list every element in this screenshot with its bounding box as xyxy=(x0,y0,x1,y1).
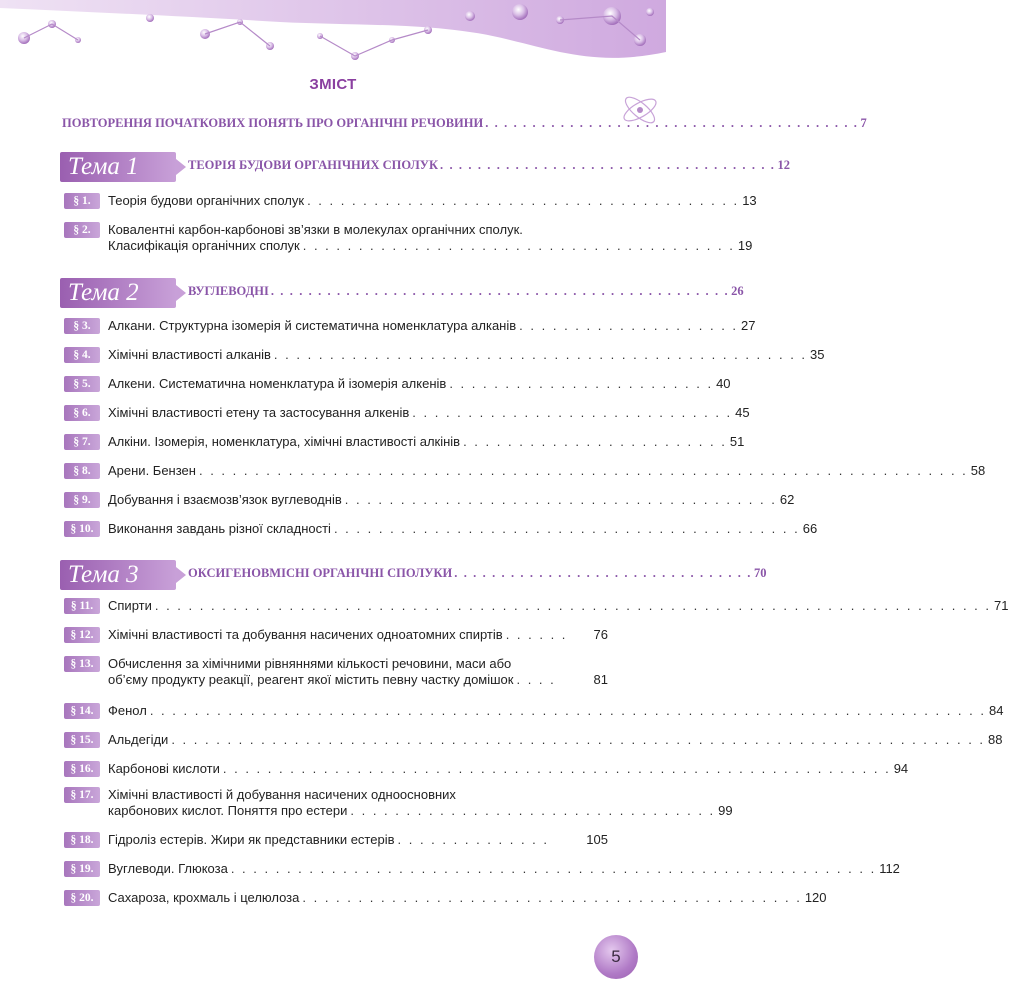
tema-arrow xyxy=(176,159,186,175)
toc-item-17: § 17. Хімічні властивості й добування насичених одноосновних карбонових кислот. Поняття про естери . . . . . . . . . . . . . . . . . . . . . . . . . . . . . . . . . 99 xyxy=(64,787,608,819)
tema-label: Тема 3 xyxy=(68,561,139,588)
section-badge: § 18. xyxy=(64,832,100,848)
tema-badge xyxy=(60,152,176,182)
toc-item-14: § 14. Фенол . . . . . . . . . . . . . . . . . . . . . . . . . . . . . . . . . . . . . . . . . . . . . . . . . . . . . . . . . . . . . . . . . . . . . . . . . . . 84 xyxy=(64,703,608,719)
toc-item-10: § 10. Виконання завдань різної складності . . . . . . . . . . . . . . . . . . . . . . . . . . . . . . . . . . . . . . . . . . 66 xyxy=(64,521,608,537)
section-badge: § 10. xyxy=(64,521,100,537)
section-badge: § 17. xyxy=(64,787,100,803)
toc-item-1: § 1. Теорія будови органічних сполук . . . . . . . . . . . . . . . . . . . . . . . . . . . . . . . . . . . . . . . 13 xyxy=(64,193,608,209)
toc-item-12: § 12. Хімічні властивості та добування насичених одноатомних спиртів . . . . . . 76 xyxy=(64,627,608,643)
toc-item-7: § 7. Алкіни. Ізомерія, номенклатура, хімічні властивості алкінів . . . . . . . . . . . . . . . . . . . . . . . . 51 xyxy=(64,434,608,450)
toc-item-5: § 5. Алкени. Систематична номенклатура й ізомерія алкенів . . . . . . . . . . . . . . . . . . . . . . . . 40 xyxy=(64,376,608,392)
dot-leader: . . . . . . . . . . . . . . . . . . . . . . . . . . . . . . . . . . . . . . . . xyxy=(485,116,859,130)
toc-item-13: § 13. Обчислення за хімічними рівняннями кількості речовини, маси або об’єму продукту реакції, реагент якої містить певну частку домішок . . . . 81 xyxy=(64,656,608,688)
section-badge: § 16. xyxy=(64,761,100,777)
toc-item-11: § 11. Спирти . . . . . . . . . . . . . . . . . . . . . . . . . . . . . . . . . . . . . . . . . . . . . . . . . . . . . . . . . . . . . . . . . . . . . . . . . . . 71 xyxy=(64,598,608,614)
tema-label: Тема 1 xyxy=(68,153,139,180)
toc-item-2: § 2. Ковалентні карбон-карбонові зв’язки в молекулах органічних сполук. Класифікація органічних сполук . . . . . . . . . . . . . . . . . . . . . . . . . . . . . . . . . . . . . . . 19 xyxy=(64,222,608,254)
intro-page: 7 xyxy=(860,116,867,130)
toc-item-19: § 19. Вуглеводи. Глюкоза . . . . . . . . . . . . . . . . . . . . . . . . . . . . . . . . . . . . . . . . . . . . . . . . . . . . . . . . . . 112 xyxy=(64,861,608,877)
toc-item-6: § 6. Хімічні властивості етену та застосування алкенів . . . . . . . . . . . . . . . . . . . . . . . . . . . . . 45 xyxy=(64,405,608,421)
tema-header-1 xyxy=(60,152,791,182)
page-title: ЗМІСТ xyxy=(309,76,357,93)
section-badge: § 8. xyxy=(64,463,100,479)
tema-label: Тема 2 xyxy=(68,279,139,306)
section-badge: § 13. xyxy=(64,656,100,672)
section-badge: § 9. xyxy=(64,492,100,508)
toc-item-8: § 8. Арени. Бензен . . . . . . . . . . . . . . . . . . . . . . . . . . . . . . . . . . . . . . . . . . . . . . . . . . . . . . . . . . . . . . . . . . . . . 58 xyxy=(64,463,608,479)
section-badge: § 15. xyxy=(64,732,100,748)
toc-item-16: § 16. Карбонові кислоти . . . . . . . . . . . . . . . . . . . . . . . . . . . . . . . . . . . . . . . . . . . . . . . . . . . . . . . . . . . . 94 xyxy=(64,761,608,777)
tema-badge xyxy=(60,560,176,590)
toc-item-20: § 20. Сахароза, крохмаль і целюлоза . . . . . . . . . . . . . . . . . . . . . . . . . . . . . . . . . . . . . . . . . . . . . 120 xyxy=(64,890,608,906)
tema-arrow xyxy=(176,567,186,583)
section-badge: § 7. xyxy=(64,434,100,450)
toc-item-3: § 3. Алкани. Структурна ізомерія й систематична номенклатура алканів . . . . . . . . . . . . . . . . . . . . 27 xyxy=(64,318,608,334)
intro-label: ПОВТОРЕННЯ ПОЧАТКОВИХ ПОНЯТЬ ПРО ОРГАНІЧНІ РЕЧОВИНИ xyxy=(62,116,484,130)
section-badge: § 14. xyxy=(64,703,100,719)
section-badge: § 4. xyxy=(64,347,100,363)
section-badge: § 19. xyxy=(64,861,100,877)
section-badge: § 20. xyxy=(64,890,100,906)
section-badge: § 12. xyxy=(64,627,100,643)
section-badge: § 11. xyxy=(64,598,100,614)
page-number: 5 xyxy=(594,935,638,979)
toc-item-4: § 4. Хімічні властивості алканів . . . . . . . . . . . . . . . . . . . . . . . . . . . . . . . . . . . . . . . . . . . . . . . . 35 xyxy=(64,347,608,363)
tema-header-3 xyxy=(60,560,767,590)
section-badge: § 6. xyxy=(64,405,100,421)
tema-arrow xyxy=(176,285,186,301)
toc-item-18: § 18. Гідроліз естерів. Жири як представники естерів . . . . . . . . . . . . . . 105 xyxy=(64,832,608,848)
tema-title: ОКСИГЕНОВМІСНІ ОРГАНІЧНІ СПОЛУКИ . . . . . . . . . . . . . . . . . . . . . . . . . . . . . . . . 70 xyxy=(188,566,767,580)
section-badge: § 2. xyxy=(64,222,100,238)
intro-entry xyxy=(62,116,867,131)
section-badge: § 1. xyxy=(64,193,100,209)
section-badge: § 3. xyxy=(64,318,100,334)
tema-badge xyxy=(60,278,176,308)
tema-title: ТЕОРІЯ БУДОВИ ОРГАНІЧНИХ СПОЛУК . . . . . . . . . . . . . . . . . . . . . . . . . . . . . . . . . . . . 12 xyxy=(188,158,791,172)
tema-header-2 xyxy=(60,278,744,308)
toc-item-15: § 15. Альдегіди . . . . . . . . . . . . . . . . . . . . . . . . . . . . . . . . . . . . . . . . . . . . . . . . . . . . . . . . . . . . . . . . . . . . . . . . . 88 xyxy=(64,732,608,748)
decorative-banner xyxy=(0,0,666,120)
tema-title: ВУГЛЕВОДНІ . . . . . . . . . . . . . . . . . . . . . . . . . . . . . . . . . . . . . . . . . . . . . . . . . 26 xyxy=(188,284,744,298)
toc-item-9: § 9. Добування і взаємозв’язок вуглеводнів . . . . . . . . . . . . . . . . . . . . . . . . . . . . . . . . . . . . . . . 62 xyxy=(64,492,608,508)
section-badge: § 5. xyxy=(64,376,100,392)
